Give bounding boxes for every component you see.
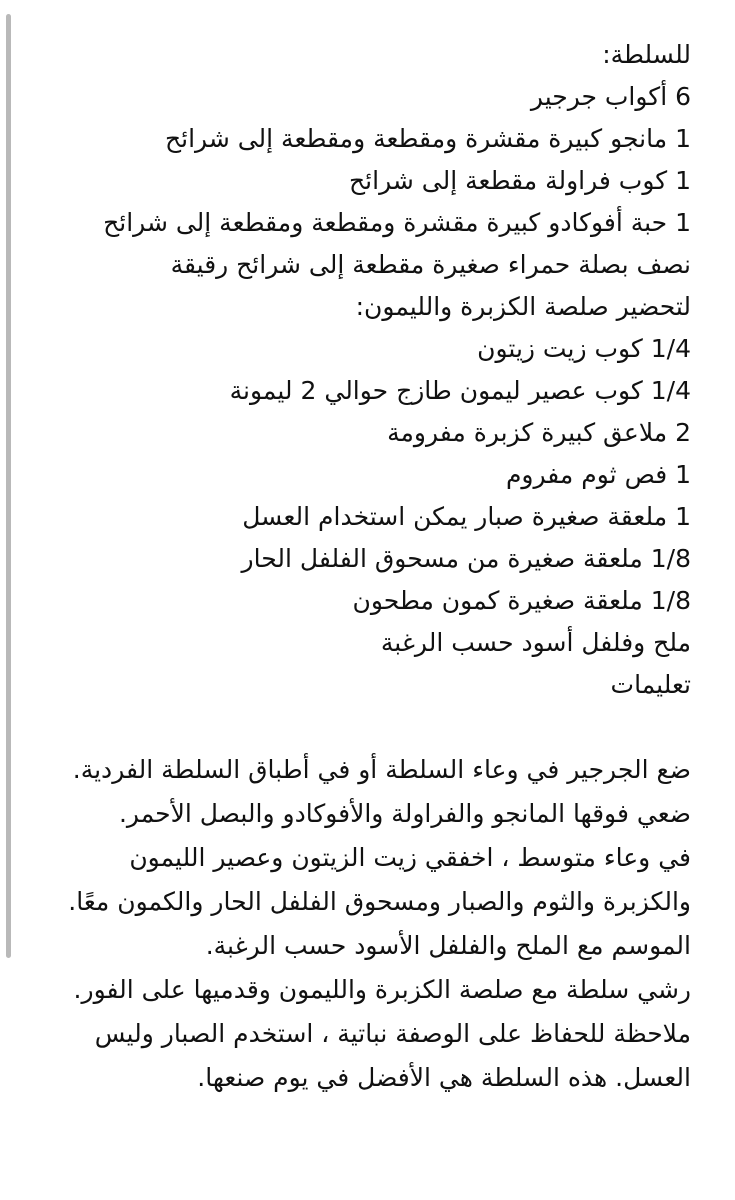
- ingredient-line: ملح وفلفل أسود حسب الرغبة: [380, 628, 691, 657]
- ingredient-line: 1 كوب فراولة مقطعة إلى شرائح: [349, 166, 691, 195]
- instruction-step: في وعاء متوسط ، اخفقي زيت الزيتون وعصير الليمون والكزبرة والثوم والصبار ومسحوق الفلفل الحار والكمون معًا. الموسم مع الملح والفلفل الأسود حسب الرغبة.: [68, 843, 691, 960]
- blank-line: [40, 706, 691, 748]
- ingredient-line: 2 ملاعق كبيرة كزبرة مفرومة: [387, 418, 691, 447]
- ingredient-line: 1 مانجو كبيرة مقشرة ومقطعة ومقطعة إلى شرائح: [164, 124, 691, 153]
- dressing-heading: لتحضير صلصة الكزبرة والليمون:: [355, 292, 691, 321]
- ingredient-line: 1/8 ملعقة صغيرة كمون مطحون: [352, 586, 691, 615]
- salad-heading: للسلطة:: [602, 40, 691, 69]
- instructions-heading: تعليمات: [610, 670, 691, 699]
- vertical-scrollbar[interactable]: [6, 14, 11, 958]
- instruction-step: رشي سلطة مع صلصة الكزبرة والليمون وقدميها على الفور.: [73, 975, 691, 1004]
- ingredient-line: 1 ملعقة صغيرة صبار يمكن استخدام العسل: [242, 502, 691, 531]
- ingredient-line: 6 أكواب جرجير: [530, 82, 691, 111]
- ingredient-line: 1 حبة أفوكادو كبيرة مقشرة ومقطعة ومقطعة إلى شرائح: [103, 208, 691, 237]
- ingredient-line: 1/4 كوب زيت زيتون: [477, 334, 691, 363]
- ingredient-line: 1 فص ثوم مفروم: [505, 460, 691, 489]
- instruction-step: ملاحظة للحفاظ على الوصفة نباتية ، استخدم الصبار وليس العسل. هذه السلطة هي الأفضل في يوم صنعها.: [94, 1019, 691, 1092]
- instruction-step: ضع الجرجير في وعاء السلطة أو في أطباق السلطة الفردية. ضعي فوقها المانجو والفراولة والأفوكادو والبصل الأحمر.: [72, 755, 691, 828]
- recipe-text: [40, 34, 691, 1100]
- ingredient-line: 1/8 ملعقة صغيرة من مسحوق الفلفل الحار: [241, 544, 691, 573]
- ingredient-line: 1/4 كوب عصير ليمون طازج حوالي 2 ليمونة: [229, 376, 691, 405]
- ingredient-line: نصف بصلة حمراء صغيرة مقطعة إلى شرائح رقيقة: [170, 250, 691, 279]
